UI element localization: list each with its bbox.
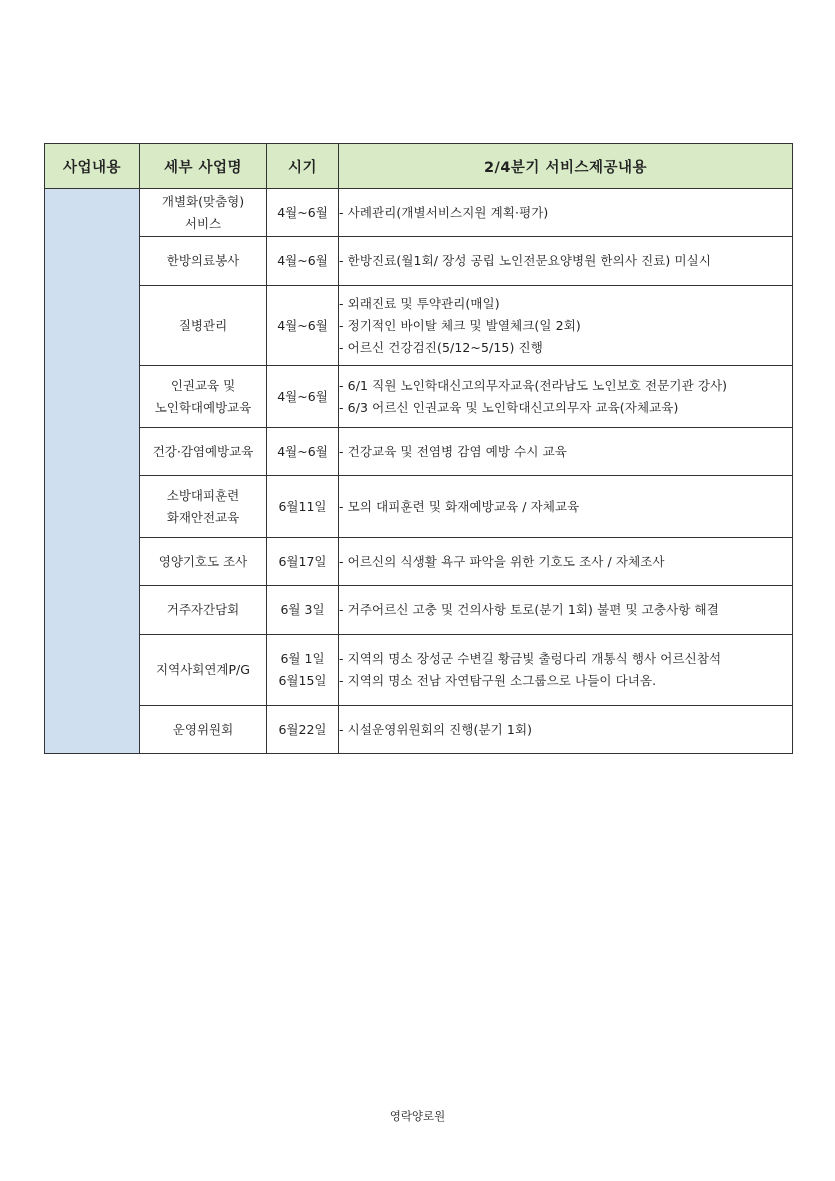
service-table	[44, 143, 793, 754]
footer-organization: 영락양로원	[389, 1109, 446, 1123]
program-name-cell	[140, 428, 267, 476]
program-name-cell-line: 영양기호도 조사	[158, 553, 248, 569]
table-row	[45, 366, 793, 428]
service-content-cell-line: - 시설운영위원회의 진행(분기 1회)	[339, 721, 533, 737]
program-name-cell-line: 노인학대예방교육	[154, 399, 252, 415]
period-cell-line: 4월~6월	[277, 253, 328, 268]
service-content-cell-line: - 지역의 명소 전남 자연탐구원 소그룹으로 나들이 다녀옴.	[339, 673, 657, 688]
service-content-cell-line: - 사례관리(개별서비스지원 계획·평가)	[339, 204, 549, 220]
period-cell-line: 4월~6월	[277, 204, 328, 220]
category-cell	[45, 189, 140, 754]
service-content-cell-line: - 6/3 어르신 인권교육 및 노인학대신고의무자 교육(자체교육)	[339, 399, 679, 415]
period-cell-line: 4월~6월	[277, 443, 328, 459]
program-name-cell	[140, 586, 267, 635]
service-content-cell-line: - 어르신의 식생활 욕구 파악을 위한 기호도 조사 / 자체조사	[339, 553, 665, 569]
service-content-cell-line: - 외래진료 및 투약관리(매일)	[339, 295, 500, 311]
period-cell	[267, 586, 339, 635]
header-service-content: 2/4분기 서비스제공내용	[339, 144, 793, 189]
program-name-cell-line: 운영위원회	[172, 721, 234, 737]
table-row	[45, 538, 793, 586]
table-row	[45, 286, 793, 366]
program-name-cell	[140, 366, 267, 428]
period-cell	[267, 706, 339, 754]
header-category: 사업내용	[45, 144, 140, 189]
table-row	[45, 237, 793, 286]
period-cell-line: 6월22일	[278, 721, 327, 737]
program-name-cell-line: 거주자간담회	[166, 602, 240, 617]
table-header-row	[45, 144, 793, 189]
program-name-cell	[140, 476, 267, 538]
program-name-cell-line: 서비스	[184, 215, 222, 231]
period-cell	[267, 237, 339, 286]
service-content-cell	[339, 635, 793, 706]
period-cell-line: 6월17일	[278, 553, 327, 569]
period-cell-line: 6월 3일	[280, 602, 325, 617]
table-body	[45, 189, 793, 754]
period-cell	[267, 366, 339, 428]
period-cell	[267, 635, 339, 706]
period-cell-line: 6월 1일	[280, 651, 325, 666]
service-content-cell	[339, 366, 793, 428]
service-content-cell	[339, 286, 793, 366]
program-name-cell	[140, 237, 267, 286]
header-period: 시기	[267, 144, 339, 189]
program-name-cell-line: 한방의료봉사	[166, 253, 240, 268]
period-cell-line: 6월15일	[278, 673, 327, 688]
service-content-cell-line: - 어르신 건강검진(5/12~5/15) 진행	[339, 339, 543, 355]
service-content-cell	[339, 586, 793, 635]
service-content-cell-line: - 건강교육 및 전염병 감염 예방 수시 교육	[339, 443, 567, 459]
service-content-cell-line: - 정기적인 바이탈 체크 및 발열체크(일 2회)	[339, 317, 581, 333]
program-name-cell-line: 개별화(맞춤형)	[161, 193, 245, 209]
service-content-cell	[339, 476, 793, 538]
program-name-cell	[140, 706, 267, 754]
period-cell-line: 4월~6월	[277, 388, 328, 404]
table-row	[45, 476, 793, 538]
table-row	[45, 586, 793, 635]
program-name-cell	[140, 189, 267, 237]
program-name-cell-line: 지역사회연계P/G	[156, 662, 250, 677]
service-content-cell	[339, 189, 793, 237]
service-content-cell	[339, 428, 793, 476]
table-row	[45, 706, 793, 754]
service-content-cell	[339, 706, 793, 754]
table-row	[45, 189, 793, 237]
period-cell	[267, 428, 339, 476]
period-cell	[267, 538, 339, 586]
program-name-cell	[140, 538, 267, 586]
program-name-cell	[140, 286, 267, 366]
table-row	[45, 428, 793, 476]
service-content-cell-line: - 6/1 직원 노인학대신고의무자교육(전라남도 노인보호 전문기관 강사)	[339, 377, 728, 393]
period-cell-line: 4월~6월	[277, 317, 328, 333]
period-cell-line: 6월11일	[278, 498, 327, 514]
program-name-cell-line: 화재안전교육	[166, 509, 240, 525]
program-name-cell-line: 인권교육 및	[170, 377, 236, 393]
table-row	[45, 635, 793, 706]
header-program-name: 세부 사업명	[140, 144, 267, 189]
program-name-cell-line: 질병관리	[178, 317, 228, 333]
service-content-cell-line: - 지역의 명소 장성군 수변길 황금빛 출렁다리 개통식 행사 어르신참석	[339, 651, 722, 666]
service-content-cell	[339, 538, 793, 586]
program-name-cell	[140, 635, 267, 706]
period-cell	[267, 189, 339, 237]
service-content-cell	[339, 237, 793, 286]
service-content-cell-line: - 한방진료(월1회/ 장성 공립 노인전문요양병원 한의사 진료) 미실시	[339, 253, 711, 268]
service-content-cell-line: - 거주어르신 고충 및 건의사항 토로(분기 1회) 불편 및 고충사항 해결	[339, 602, 719, 617]
period-cell	[267, 476, 339, 538]
period-cell	[267, 286, 339, 366]
program-name-cell-line: 건강·감염예방교육	[152, 443, 254, 459]
service-content-cell-line: - 모의 대피훈련 및 화재예방교육 / 자체교육	[339, 498, 580, 514]
program-name-cell-line: 소방대피훈련	[166, 487, 240, 503]
